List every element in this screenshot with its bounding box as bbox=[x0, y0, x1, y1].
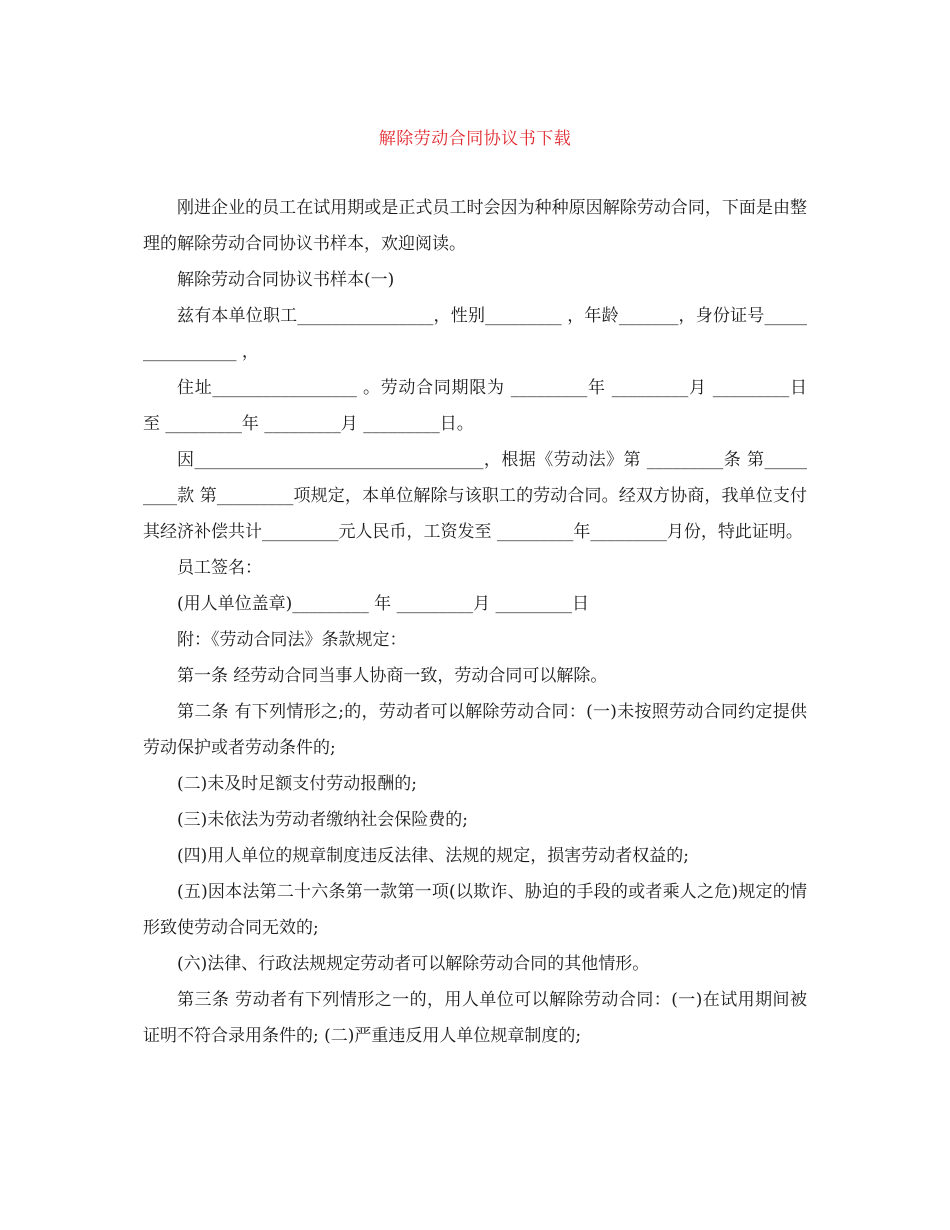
document-body bbox=[143, 190, 807, 1054]
paragraph-article-2-item-2: (二)未及时足额支付劳动报酬的; bbox=[177, 774, 417, 794]
document-title: 解除劳动合同协议书下载 bbox=[378, 129, 572, 149]
paragraph-termination-reason: 因__________________________________，根据《劳动法》第 _________条 第_________款 第_________项规定，本单位解除与该职工的劳动合同。经双方协商，我单位支付其经济补偿共计_________元人民币，工资发至 _________年_________月份，特此证明。 bbox=[143, 450, 807, 542]
paragraph-article-3: 第三条 劳动者有下列情形之一的，用人单位可以解除劳动合同：(一)在试用期间被证明不符合录用条件的; (二)严重违反用人单位规章制度的; bbox=[143, 990, 807, 1046]
paragraph-article-2-item-6: (六)法律、行政法规规定劳动者可以解除劳动合同的其他情形。 bbox=[177, 954, 650, 974]
paragraph-article-2-item-5: (五)因本法第二十六条第一款第一项(以欺诈、胁迫的手段的或者乘人之危)规定的情形致使劳动合同无效的; bbox=[143, 882, 807, 938]
paragraph-employer-seal: (用人单位盖章)_________ 年 _________月 _________日 bbox=[177, 594, 589, 614]
paragraph-article-2: 第二条 有下列情形之;的，劳动者可以解除劳动合同：(一)未按照劳动合同约定提供劳动保护或者劳动条件的; bbox=[143, 702, 807, 758]
paragraph-employee-info: 兹有本单位职工________________，性别_________ ，年龄_______，身份证号________________ ， bbox=[143, 306, 807, 362]
paragraph-article-2-item-4: (四)用人单位的规章制度违反法律、法规的规定，损害劳动者权益的; bbox=[177, 846, 689, 866]
paragraph-employee-signature: 员工签名： bbox=[177, 558, 262, 578]
paragraph-appendix-heading: 附：《劳动合同法》条款规定： bbox=[177, 630, 407, 650]
paragraph-article-1: 第一条 经劳动合同当事人协商一致，劳动合同可以解除。 bbox=[177, 666, 608, 686]
paragraph-address-term: 住址_________________ 。劳动合同期限为 _________年 _________月 _________日 至 _________年 _________月 _________日。 bbox=[143, 378, 807, 434]
paragraph-intro: 刚进企业的员工在试用期或是正式员工时会因为种种原因解除劳动合同，下面是由整理的解除劳动合同协议书样本，欢迎阅读。 bbox=[143, 198, 807, 254]
paragraph-sample-heading: 解除劳动合同协议书样本(一) bbox=[177, 270, 395, 290]
paragraph-article-2-item-3: (三)未依法为劳动者缴纳社会保险费的; bbox=[177, 810, 468, 830]
